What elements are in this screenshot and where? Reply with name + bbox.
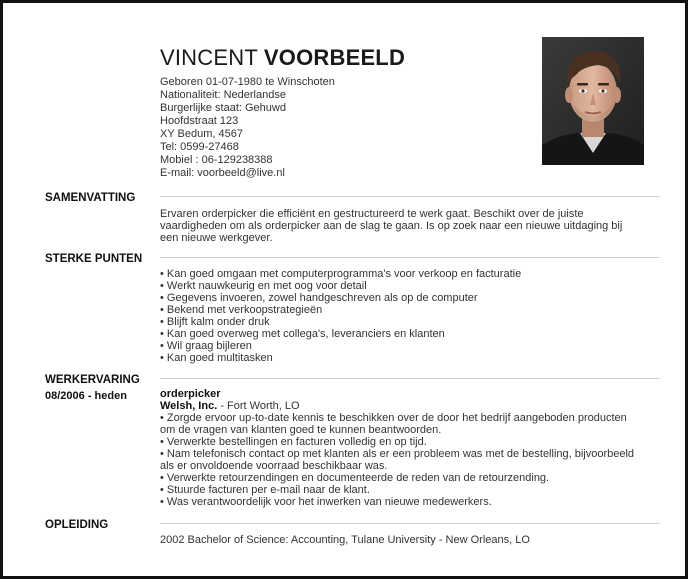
first-name: VINCENT <box>160 45 258 70</box>
company-location: - Fort Worth, LO <box>217 400 300 412</box>
company-line <box>160 400 640 412</box>
strengths-list-container <box>160 268 640 364</box>
section-label-summary: SAMENVATTING <box>45 192 136 204</box>
list-item: • Verwerkte bestellingen en facturen volledig en op tijd. <box>160 436 427 448</box>
list-item: • Kan goed overweg met collega's, leveranciers en klanten <box>160 328 445 340</box>
section-divider <box>160 257 660 258</box>
nationality: Nationaliteit: Nederlandse <box>160 89 286 101</box>
list-item: • Kan goed omgaan met computerprogramma's voor verkoop en facturatie <box>160 268 522 280</box>
portrait-image <box>542 37 644 165</box>
contact-info <box>160 76 335 180</box>
marital-status: Burgerlijke staat: Gehuwd <box>160 102 286 114</box>
list-item: • Was verantwoordelijk voor het inwerken van nieuwe medewerkers. <box>160 496 492 508</box>
list-item: • Gegevens invoeren, zowel handgeschreven als op de computer <box>160 292 478 304</box>
list-item: • Blijft kalm onder druk <box>160 316 270 328</box>
list-item: • Kan goed multitasken <box>160 352 273 364</box>
job-title: orderpicker <box>160 388 221 400</box>
list-item: • Zorgde ervoor up-to-date kennis te beschikken over de door het bedrijf aangeboden producten om de vragen van klanten goed te kunnen beantwoorden. <box>160 412 627 436</box>
list-item: • Wil graag bijleren <box>160 340 252 352</box>
birth-info: Geboren 01-07-1980 te Winschoten <box>160 76 335 88</box>
company-name: Welsh, Inc. <box>160 400 218 412</box>
candidate-name <box>160 45 405 71</box>
section-label-strengths: STERKE PUNTEN <box>45 253 143 265</box>
section-label-education: OPLEIDING <box>45 519 109 531</box>
list-item: • Verwerkte retourzendingen en documenteerde de reden van de retourzending. <box>160 472 550 484</box>
postal-city: XY Bedum, 4567 <box>160 128 243 140</box>
section-divider <box>160 523 660 524</box>
list-item: • Stuurde facturen per e-mail naar de klant. <box>160 484 370 496</box>
list-item: • Bekend met verkoopstrategieën <box>160 304 323 316</box>
education-text: 2002 Bachelor of Science: Accounting, Tulane University - New Orleans, LO <box>160 534 530 546</box>
last-name: VOORBEELD <box>263 45 406 70</box>
job-dates: 08/2006 - heden <box>45 390 127 402</box>
email: E-mail: voorbeeld@live.nl <box>160 167 285 179</box>
street-address: Hoofdstraat 123 <box>160 115 239 127</box>
section-label-experience: WERKERVARING <box>45 374 140 386</box>
section-divider <box>160 378 660 379</box>
phone: Tel: 0599-27468 <box>160 141 239 153</box>
profile-photo <box>542 37 644 165</box>
duties-list <box>160 412 640 508</box>
section-divider <box>160 196 660 197</box>
list-item: • Nam telefonisch contact op met klanten als er een probleem was met de bestelling, bijvoorbeeld als er onvoldoende voorraad beschikbaar was. <box>160 448 635 472</box>
strengths-list <box>160 268 640 364</box>
summary-text: Ervaren orderpicker die efficiënt en gestructureerd te werk gaat. Beschikt over de juiste vaardigheden om als orderpicker aan de slag te gaan. Is op zoek naar een nieuwe uitdaging bij een nieuwe werkgever. <box>160 208 623 244</box>
experience-entry <box>160 388 640 508</box>
mobile: Mobiel : 06-129238388 <box>160 154 273 166</box>
list-item: • Werkt nauwkeurig en met oog voor detail <box>160 280 367 292</box>
